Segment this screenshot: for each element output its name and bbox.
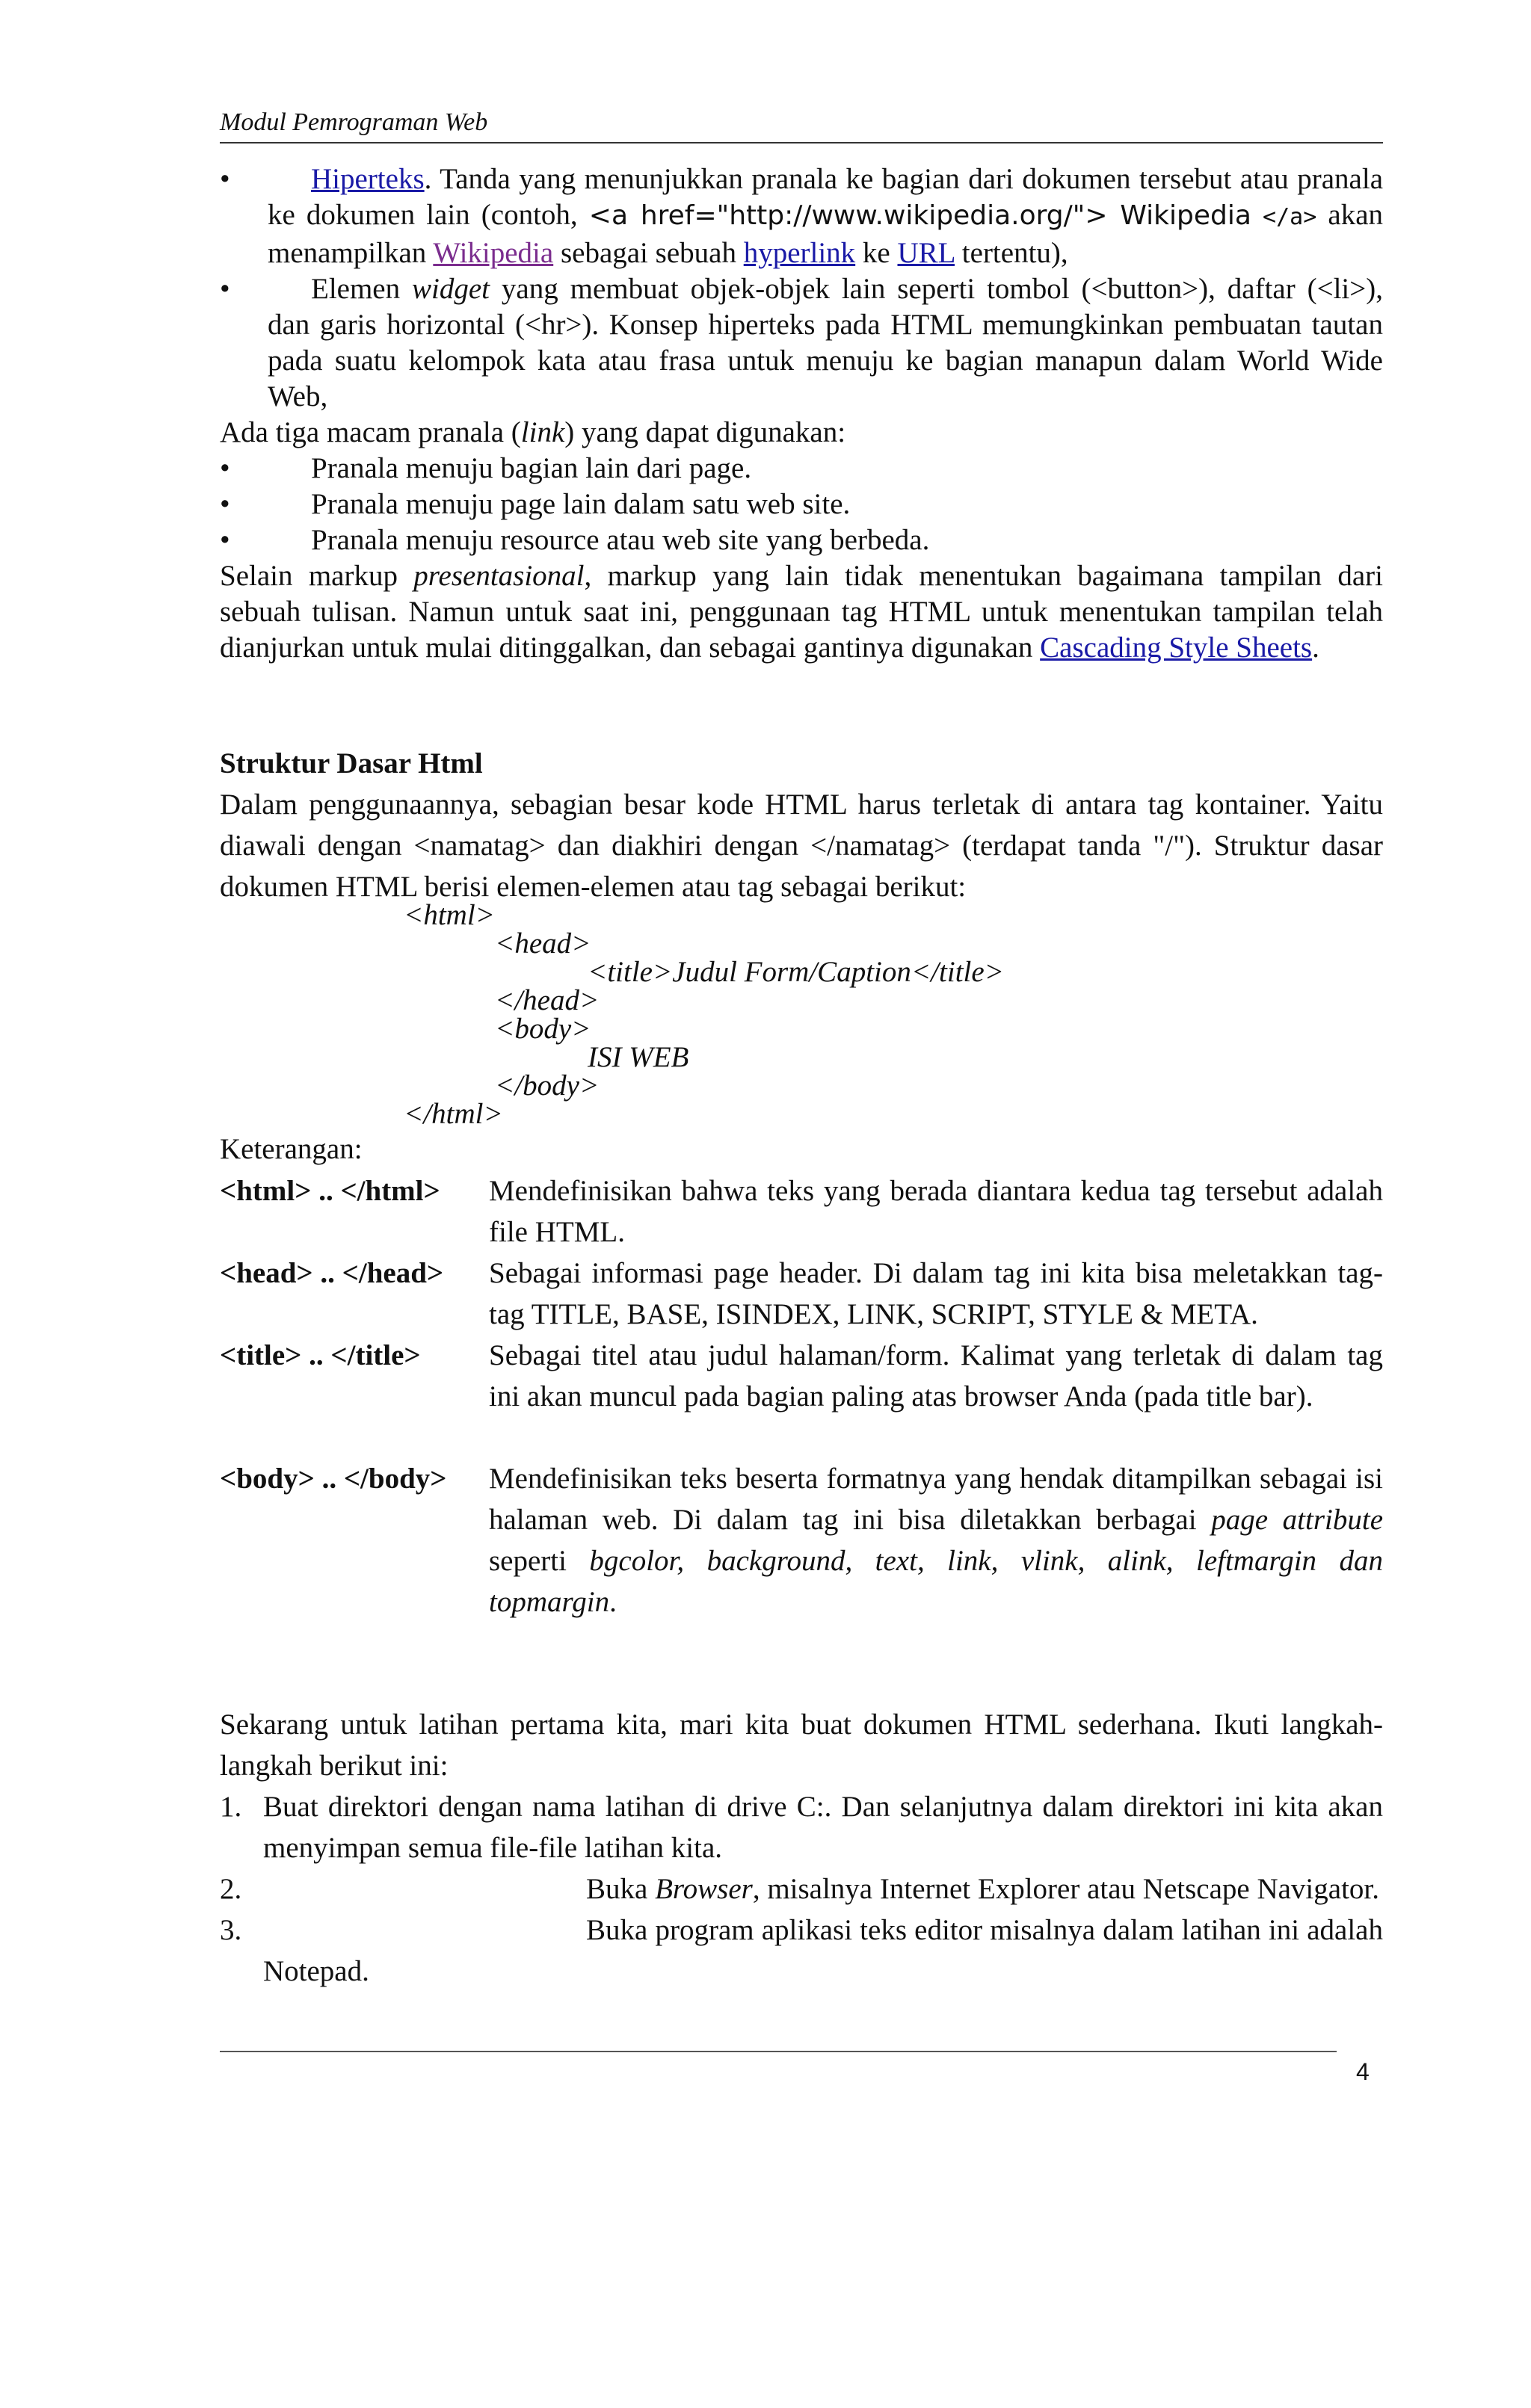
page-number: 4 — [1356, 2058, 1370, 2085]
link-url[interactable]: URL — [897, 237, 955, 269]
markup-paragraph: Selain markup presentasional, markup yang lain tidak menentukan bagaimana tampilan dari sebuah tulisan. Namun untuk saat ini, penggunaan tag HTML untuk menentukan tampilan telah dianjurkan untuk mulai ditinggalkan, dan sebagai gantinya digunakan Cascading Style Sheets. — [220, 560, 1383, 664]
step-item: 1. Buat direktori dengan nama latihan di drive C:. Dan selanjutnya dalam direktori ini kita akan menyimpan semua file-file latihan kita. — [220, 1786, 1383, 1868]
list-item: • Pranala menuju bagian lain dari page. — [220, 451, 1383, 487]
section-title: Struktur Dasar Html — [220, 747, 483, 779]
definition-term: <body> .. </body> — [220, 1463, 447, 1495]
code-line: <html> — [404, 899, 495, 931]
code-line: </html> — [404, 1098, 503, 1130]
step-number: 3. — [220, 1914, 242, 1946]
code-line: </body> — [495, 1069, 600, 1102]
code-line: <head> — [495, 927, 591, 960]
keterangan-label: Keterangan: — [220, 1133, 363, 1165]
definition-desc: Mendefinisikan teks beserta formatnya yang hendak ditampilkan sebagai isi halaman web. Di dalam tag ini bisa diletakkan berbagai page attribute seperti bgcolor, background, text, link, vlink, alink, leftmargin dan topmargin. — [489, 1463, 1383, 1618]
section-intro: Dalam penggunaannya, sebagian besar kode HTML harus terletak di antara tag kontainer. Yaitu diawali dengan <namatag> dan diakhiri dengan </namatag> (terdapat tanda "/"). Struktur dasar dokumen HTML berisi elemen-elemen atau tag sebagai berikut: — [220, 788, 1383, 903]
list-item: • Pranala menuju resource atau web site yang berbeda. — [220, 522, 1383, 558]
bullet-icon: • — [220, 273, 230, 305]
definition-html — [220, 1170, 1383, 1253]
structure-section — [220, 743, 1383, 907]
bullet-icon: • — [220, 488, 230, 520]
definition-desc: Mendefinisikan bahwa teks yang berada diantara kedua tag tersebut adalah file HTML. — [489, 1175, 1383, 1248]
definition-term: <title> .. </title> — [220, 1339, 421, 1371]
link-wikipedia[interactable]: Wikipedia — [433, 237, 554, 269]
definition-body — [220, 1458, 1383, 1623]
step-item: 2. Buka Browser, misalnya Internet Explorer atau Netscape Navigator. — [220, 1868, 1383, 1910]
footer-divider — [220, 2051, 1337, 2052]
definition-head — [220, 1253, 1383, 1335]
practice-section — [220, 1704, 1383, 1992]
practice-intro: Sekarang untuk latihan pertama kita, mari kita buat dokumen HTML sederhana. Ikuti langkah-langkah berikut ini: — [220, 1708, 1383, 1782]
code-line: <title>Judul Form/Caption</title> — [588, 956, 1004, 988]
code-snippet: </a> — [1263, 204, 1317, 230]
code-line: <body> — [495, 1013, 591, 1045]
code-line: ISI WEB — [588, 1041, 689, 1073]
list-item: • Pranala menuju page lain dalam satu web site. — [220, 487, 1383, 522]
bullet-icon: • — [220, 452, 230, 484]
intro-bullets — [220, 161, 1383, 666]
step-number: 2. — [220, 1873, 242, 1905]
bullet-icon: • — [220, 163, 230, 195]
step-number: 1. — [220, 1791, 242, 1823]
bullet-icon: • — [220, 524, 230, 556]
link-hiperteks[interactable]: Hiperteks — [311, 163, 425, 195]
list-item: • Elemen widget yang membuat objek-objek lain seperti tombol (<button>), daftar (<li>), dan garis horizontal (<hr>). Konsep hiperteks pada HTML memungkinkan pembuatan tautan pada suatu kelompok kata atau frasa untuk menuju ke bagian manapun dalam World Wide Web, — [220, 273, 1383, 413]
list-item: • Hiperteks. Tanda yang menunjukkan pranala ke bagian dari dokumen tersebut atau pranala ke dokumen lain (contoh, <a href="http://www.wikipedia.org/"> Wikipedia </a> akan menampilkan Wikipedia sebagai sebuah hyperlink ke URL tertentu), — [220, 163, 1384, 269]
definition-desc: Sebagai titel atau judul halaman/form. Kalimat yang terletak di dalam tag ini akan muncul pada bagian paling atas browser Anda (pada title bar). — [489, 1339, 1383, 1413]
definition-term: <html> .. </html> — [220, 1175, 440, 1207]
code-snippet: <a href="http://www.wikipedia.org/"> Wikipedia — [588, 200, 1251, 231]
code-line: </head> — [495, 984, 600, 1016]
link-hyperlink[interactable]: hyperlink — [743, 237, 856, 269]
running-header: Modul Pemrograman Web — [220, 105, 1383, 143]
link-css[interactable]: Cascading Style Sheets — [1040, 632, 1313, 664]
links-intro: Ada tiga macam pranala (link) yang dapat digunakan: — [220, 416, 846, 448]
definition-title — [220, 1335, 1383, 1458]
definition-term: <head> .. </head> — [220, 1257, 444, 1289]
step-item: 3. Buka program aplikasi teks editor misalnya dalam latihan ini adalah Notepad. — [220, 1910, 1383, 1992]
definition-desc: Sebagai informasi page header. Di dalam tag ini kita bisa meletakkan tag-tag TITLE, BASE, ISINDEX, LINK, SCRIPT, STYLE & META. — [489, 1257, 1383, 1330]
